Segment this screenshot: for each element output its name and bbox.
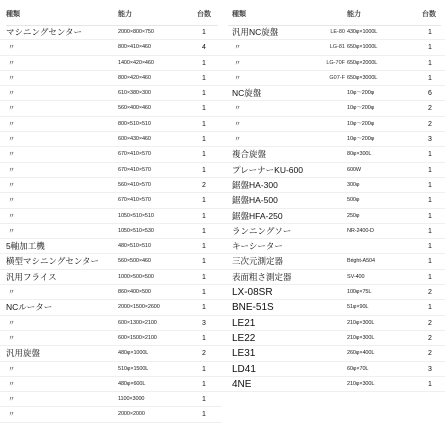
count-value: 1: [202, 334, 206, 342]
count-value: 2: [428, 289, 432, 297]
count-value: 1: [202, 365, 206, 373]
count-value: 1: [202, 90, 206, 98]
table-row: [222, 270, 445, 285]
right-table-header: [222, 0, 445, 17]
right-table-body: [222, 25, 445, 392]
count-value: 2: [428, 334, 432, 342]
capacity-value: 500φ: [347, 197, 360, 204]
capacity-value: 800×420×460: [118, 74, 151, 81]
count-value: 1: [202, 243, 206, 251]
count-value: 1: [428, 212, 432, 220]
table-row: [222, 316, 445, 331]
equipment-name: 〃: [8, 181, 15, 189]
capacity-value: 300φ: [347, 181, 360, 188]
count-value: 2: [428, 350, 432, 358]
table-row: [222, 86, 445, 101]
count-value: 4: [202, 44, 206, 52]
capacity-value: 10φ〜200φ: [347, 120, 375, 127]
capacity-value: 800×510×510: [118, 120, 151, 127]
capacity-value: 560×400×460: [118, 105, 151, 112]
count-value: 1: [428, 380, 432, 388]
table-row: [0, 147, 222, 162]
capacity-value: 1050×510×530: [118, 227, 154, 234]
count-value: 1: [202, 258, 206, 266]
table-row: [0, 224, 222, 239]
model-number: G07-F: [329, 74, 345, 81]
table-row: [222, 101, 445, 116]
equipment-name: 〃: [8, 212, 15, 220]
table-row: [0, 254, 222, 269]
equipment-name: LE22: [232, 332, 256, 344]
count-value: 1: [202, 396, 206, 404]
count-value: 1: [202, 273, 206, 281]
equipment-name: 〃: [8, 411, 15, 419]
capacity-value: 2000×1500×2600: [118, 304, 160, 311]
equipment-name: 〃: [8, 136, 15, 144]
table-row: [0, 117, 222, 132]
table-row: [222, 362, 445, 377]
equipment-name: 汎用フライス: [6, 271, 57, 282]
table-row: [0, 101, 222, 116]
capacity-value: 210φ×300L: [347, 334, 375, 341]
equipment-name: 〃: [234, 59, 241, 67]
capacity-value: 670×410×570: [118, 197, 151, 204]
capacity-value: SV-400: [347, 273, 365, 280]
count-value: 1: [202, 227, 206, 235]
equipment-name: 〃: [8, 59, 15, 67]
left-table-body: [0, 25, 222, 423]
capacity-value: 1000×500×500: [118, 273, 154, 280]
table-row: [0, 377, 222, 392]
equipment-name: 〃: [8, 44, 15, 52]
left-table-header: [0, 0, 222, 17]
equipment-name: 三次元測定器: [232, 256, 284, 267]
count-value: 3: [428, 136, 432, 144]
capacity-value: 10φ〜200φ: [347, 105, 375, 112]
count-value: 1: [428, 74, 432, 82]
equipment-name: 〃: [234, 74, 241, 82]
capacity-value: 80φ×300L: [347, 151, 372, 158]
equipment-name: キーシーター: [232, 241, 283, 252]
equipment-name: 〃: [8, 365, 15, 373]
equipment-name: LE21: [232, 317, 256, 329]
count-value: 1: [202, 105, 206, 113]
capacity-value: 670×410×570: [118, 151, 151, 158]
capacity-value: 610×380×300: [118, 90, 151, 97]
table-row: [222, 285, 445, 300]
capacity-value: 210φ×300L: [347, 319, 375, 326]
equipment-name: 横型マシニングセンター: [6, 256, 99, 267]
equipment-name: 鋸盤HA-500: [232, 195, 278, 206]
table-row: [0, 86, 222, 101]
table-row: [0, 407, 222, 422]
count-value: 1: [428, 166, 432, 174]
count-value: 1: [428, 59, 432, 67]
equipment-name: 〃: [234, 44, 241, 52]
equipment-name: LD41: [232, 363, 256, 375]
table-row: [222, 300, 445, 315]
equipment-name: 〃: [234, 136, 241, 144]
count-value: 1: [428, 273, 432, 281]
capacity-value: 1400×420×460: [118, 59, 154, 66]
capacity-value: 860×400×500: [118, 289, 151, 296]
equipment-name: NCルーター: [6, 302, 53, 313]
capacity-value: 260φ×400L: [347, 350, 375, 357]
count-value: 3: [202, 319, 206, 327]
capacity-value: 600×1500×2100: [118, 334, 157, 341]
capacity-value: 210φ×300L: [347, 380, 375, 387]
equipment-name: NC旋盤: [232, 88, 262, 99]
table-row: [222, 254, 445, 269]
count-value: 1: [202, 59, 206, 67]
table-row: [222, 193, 445, 208]
equipment-name: 〃: [8, 319, 15, 327]
equipment-name: マシニングセンター: [6, 27, 82, 37]
table-row: [0, 300, 222, 315]
equipment-name: 4NE: [232, 378, 252, 390]
table-row: [0, 40, 222, 55]
count-value: 1: [428, 227, 432, 235]
capacity-value: 2000×800×750: [118, 29, 154, 35]
right-equipment-table: [222, 0, 445, 390]
header-type: 種類: [6, 11, 20, 18]
table-row: [0, 56, 222, 71]
table-row: [0, 132, 222, 147]
equipment-name: 〃: [8, 289, 15, 297]
capacity-value: 10φ〜200φ: [347, 90, 375, 97]
table-row: [222, 239, 445, 254]
table-row: [222, 40, 445, 55]
capacity-value: 510φ×1500L: [118, 365, 149, 372]
count-value: 6: [428, 90, 432, 98]
capacity-value: 51φ×90L: [347, 304, 369, 311]
count-value: 1: [428, 44, 432, 52]
equipment-name: 〃: [8, 334, 15, 342]
capacity-value: 650φ×2000L: [347, 59, 378, 66]
table-row: [0, 193, 222, 208]
count-value: 1: [428, 151, 432, 159]
count-value: 1: [202, 212, 206, 220]
equipment-name: 〃: [8, 74, 15, 82]
count-value: 2: [202, 350, 206, 358]
count-value: 1: [202, 380, 206, 388]
model-number: LE-80: [330, 29, 345, 35]
equipment-name: 鋸盤HA-300: [232, 179, 278, 190]
equipment-name: 〃: [234, 120, 241, 128]
equipment-name: LE31: [232, 348, 256, 360]
header-count: 台数: [197, 11, 211, 18]
count-value: 1: [202, 289, 206, 297]
header-capacity: 能力: [347, 11, 361, 18]
count-value: 1: [202, 151, 206, 159]
count-value: 1: [428, 243, 432, 251]
count-value: 1: [428, 29, 432, 36]
capacity-value: 100φ×75L: [347, 289, 372, 296]
header-count: 台数: [422, 11, 436, 18]
capacity-value: 560×410×570: [118, 181, 151, 188]
equipment-name: 〃: [8, 396, 15, 404]
table-row: [222, 25, 445, 40]
capacity-value: 480×510×510: [118, 243, 151, 250]
count-value: 1: [202, 166, 206, 174]
count-value: 1: [428, 197, 432, 205]
capacity-value: 1050×510×510: [118, 212, 154, 219]
count-value: 1: [428, 304, 432, 312]
count-value: 1: [202, 29, 206, 36]
equipment-name: 〃: [8, 227, 15, 235]
table-row: [222, 71, 445, 86]
table-row: [0, 285, 222, 300]
count-value: 1: [428, 258, 432, 266]
capacity-value: 250φ: [347, 212, 360, 219]
count-value: 1: [428, 181, 432, 189]
count-value: 1: [202, 136, 206, 144]
equipment-name: 〃: [8, 380, 15, 388]
capacity-value: 1100×3000: [118, 396, 145, 403]
capacity-value: 10φ〜200φ: [347, 136, 375, 143]
equipment-name: プレーナーKU-600: [232, 164, 303, 175]
equipment-name: 汎用NC旋盤: [232, 27, 279, 37]
table-row: [0, 71, 222, 86]
model-number: LG-81: [329, 44, 345, 51]
capacity-value: NR-2400-D: [347, 227, 374, 234]
capacity-value: 600×430×460: [118, 136, 151, 143]
capacity-value: 480φ×1000L: [118, 350, 149, 357]
capacity-value: 430φ×1000L: [347, 29, 378, 35]
equipment-name: LX-08SR: [232, 287, 273, 299]
table-row: [222, 346, 445, 361]
equipment-name: 〃: [8, 105, 15, 113]
header-type: 種類: [232, 11, 246, 18]
equipment-name: ランニングソー: [232, 225, 292, 236]
table-row: [222, 163, 445, 178]
model-number: LG-70F: [326, 59, 345, 66]
table-row: [0, 316, 222, 331]
count-value: 1: [202, 411, 206, 419]
table-row: [222, 132, 445, 147]
table-row: [0, 362, 222, 377]
equipment-name: 〃: [8, 151, 15, 159]
count-value: 1: [202, 197, 206, 205]
capacity-value: 600×1300×2100: [118, 319, 157, 326]
equipment-name: 5軸加工機: [6, 241, 45, 252]
count-value: 1: [202, 74, 206, 82]
table-row: [0, 25, 222, 40]
capacity-value: Bright-A504: [347, 258, 375, 265]
equipment-name: 表面粗さ測定器: [232, 271, 292, 282]
capacity-value: 650φ×1000L: [347, 44, 378, 51]
table-row: [222, 56, 445, 71]
table-row: [0, 178, 222, 193]
header-capacity: 能力: [118, 11, 132, 18]
table-row: [0, 239, 222, 254]
count-value: 2: [202, 181, 206, 189]
capacity-value: 650φ×3000L: [347, 74, 378, 81]
table-row: [0, 163, 222, 178]
equipment-name: 鋸盤HFA-250: [232, 210, 283, 221]
capacity-value: 670×410×570: [118, 166, 151, 173]
equipment-name: 〃: [8, 166, 15, 174]
table-row: [0, 346, 222, 361]
table-row: [222, 147, 445, 162]
capacity-value: 60φ×70L: [347, 365, 369, 372]
table-row: [0, 392, 222, 407]
count-value: 1: [202, 304, 206, 312]
equipment-name: 複合旋盤: [232, 149, 267, 160]
left-equipment-table: [0, 0, 222, 419]
equipment-name: BNE-51S: [232, 302, 274, 314]
capacity-value: 600W: [347, 166, 361, 173]
count-value: 2: [428, 120, 432, 128]
equipment-name: 〃: [8, 197, 15, 205]
table-row: [222, 209, 445, 224]
count-value: 1: [202, 120, 206, 128]
equipment-name: 汎用旋盤: [6, 348, 41, 359]
table-row: [222, 178, 445, 193]
capacity-value: 480φ×600L: [118, 380, 146, 387]
table-row: [222, 117, 445, 132]
count-value: 3: [428, 365, 432, 373]
capacity-value: 560×500×460: [118, 258, 151, 265]
equipment-name: 〃: [234, 105, 241, 113]
capacity-value: 2000×2000: [118, 411, 145, 418]
table-row: [222, 331, 445, 346]
count-value: 2: [428, 319, 432, 327]
capacity-value: 800×410×460: [118, 44, 151, 51]
equipment-name: 〃: [8, 120, 15, 128]
table-row: [222, 377, 445, 392]
count-value: 2: [428, 105, 432, 113]
equipment-name: 〃: [8, 90, 15, 98]
table-row: [0, 270, 222, 285]
table-row: [0, 209, 222, 224]
table-row: [0, 331, 222, 346]
table-row: [222, 224, 445, 239]
